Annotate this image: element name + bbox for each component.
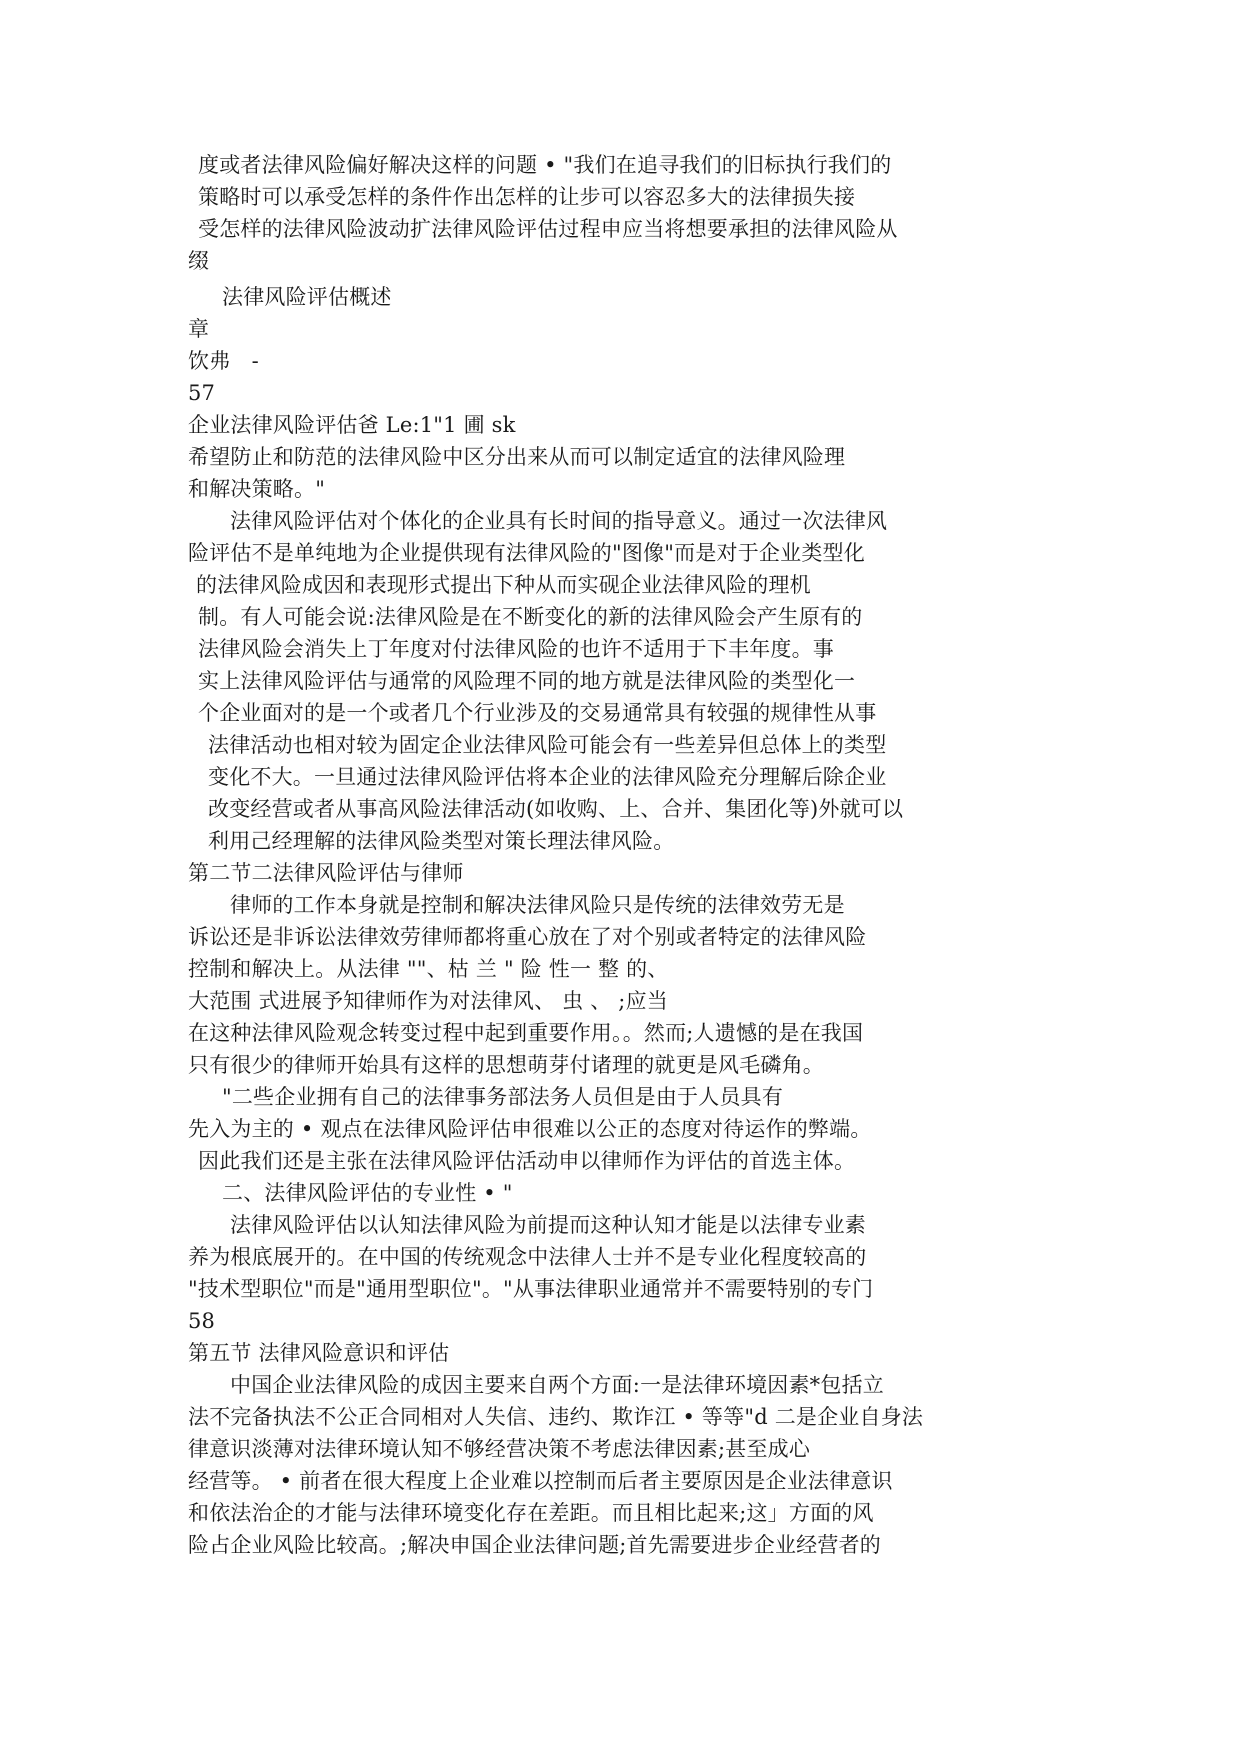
text-line: 受怎样的法律风险波动扩法律风险评估过程申应当将想要承担的法律风险从 — [198, 217, 898, 241]
text-line: 大范围 式进展予知律师作为对法律风、 虫 、 ;应当 — [188, 989, 668, 1013]
text-line: 章 — [188, 317, 210, 341]
paragraph-start: 法律风险评估对个体化的企业具有长时间的指导意义。通过一次法律风 — [230, 509, 888, 533]
section-heading: 法律风险评估概述 — [222, 285, 392, 309]
paragraph-start: 中国企业法律风险的成因主要来自两个方面:一是法律环境因素*包括立 — [230, 1373, 884, 1397]
text-line: 在这种法律风险观念转变过程中起到重要作用。。然而;人遗憾的是在我国 — [188, 1021, 864, 1045]
text-line: "技术型职位"而是"通用型职位"。"从事法律职业通常并不需要特别的专门 — [188, 1277, 874, 1301]
text-line: 因此我们还是主张在法律风险评估活动申以律师作为评估的首选主体。 — [198, 1149, 856, 1173]
text-line: 先入为主的 • 观点在法律风险评估申很难以公正的态度对待运作的弊端。 — [188, 1117, 872, 1141]
text-line: 法律活动也相对较为固定企业法律风险可能会有一些差异但总体上的类型 — [208, 733, 887, 757]
text-line: 利用己经理解的法律风险类型对策长理法律风险。 — [208, 829, 675, 853]
text-line: 法律风险会消失上丁年度对付法律风险的也许不适用于下丰年度。事 — [198, 637, 834, 661]
text-line: 经营等。 • 前者在很大程度上企业难以控制而后者主要原因是企业法律意识 — [188, 1469, 893, 1493]
text-line: 和依法治企的才能与法律环境变化存在差距。而且相比起来;这」方面的风 — [188, 1501, 874, 1525]
text-line: 缀 — [188, 249, 210, 273]
running-header: 企业法律风险评估爸 Le:1"1 圃 sk — [188, 413, 516, 437]
text-line: 变化不大。一旦通过法律风险评估将本企业的法律风险充分理解后除企业 — [208, 765, 887, 789]
text-line: 的法律风险成因和表现形式提出下种从而实砚企业法律风险的理机 — [196, 573, 811, 597]
text-line: 险占企业风险比较高。;解决申国企业法律问题;首先需要进步企业经营者的 — [188, 1533, 881, 1557]
section-heading: 第五节 法律风险意识和评估 — [188, 1341, 450, 1365]
text-line: 实上法律风险评估与通常的风险理不同的地方就是法律风险的类型化一 — [198, 669, 856, 693]
text-line: 个企业面对的是一个或者几个行业涉及的交易通常具有较强的规律性从事 — [198, 701, 877, 725]
paragraph-start: "二些企业拥有自己的法律事务部法务人员但是由于人员具有 — [222, 1085, 784, 1109]
text-line: 希望防止和防范的法律风险中区分出来从而可以制定适宜的法律风险理 — [188, 445, 846, 469]
text-line: 诉讼还是非诉讼法律效劳律师都将重心放在了对个别或者特定的法律风险 — [188, 925, 867, 949]
page-number: 58 — [188, 1309, 216, 1333]
text-line: 策略时可以承受怎样的条件作出怎样的让步可以容忍多大的法律损失接 — [198, 185, 856, 209]
text-line: 险评估不是单纯地为企业提供现有法律风险的"图像"而是对于企业类型化 — [188, 541, 865, 565]
text-line: 律意识淡薄对法律环境认知不够经营决策不考虑法律因素;甚至成心 — [188, 1437, 811, 1461]
text-line: 制。有人可能会说:法律风险是在不断变化的新的法律风险会产生原有的 — [198, 605, 863, 629]
section-heading: 二、法律风险评估的专业性 • " — [222, 1181, 513, 1205]
text-line: 和解决策略。" — [188, 477, 326, 501]
text-line: 控制和解决上。从法律 ""、枯 兰 " 险 性一 整 的、 — [188, 957, 669, 981]
text-line: 度或者法律风险偏好解决这样的问题 • "我们在追寻我们的旧标执行我们的 — [198, 153, 892, 177]
paragraph-start: 法律风险评估以认知法律风险为前提而这种认知才能是以法律专业素 — [230, 1213, 866, 1237]
paragraph-start: 律师的工作本身就是控制和解决法律风险只是传统的法律效劳无是 — [230, 893, 845, 917]
section-heading: 第二节二法律风险评估与律师 — [188, 861, 464, 885]
page-number: 57 — [188, 381, 216, 405]
text-line: 只有很少的律师开始具有这样的思想萌芽付诸理的就更是风毛磷角。 — [188, 1053, 824, 1077]
text-line: 改变经营或者从事高风险法律活动(如收购、上、合并、集团化等)外就可以 — [208, 797, 904, 821]
text-line: 饮弗 - — [188, 349, 259, 373]
text-line: 法不完备执法不公正合同相对人失信、违约、欺诈江 • 等等"d 二是企业自身法 — [188, 1405, 924, 1429]
text-line: 养为根底展开的。在中国的传统观念中法律人士并不是专业化程度较高的 — [188, 1245, 867, 1269]
